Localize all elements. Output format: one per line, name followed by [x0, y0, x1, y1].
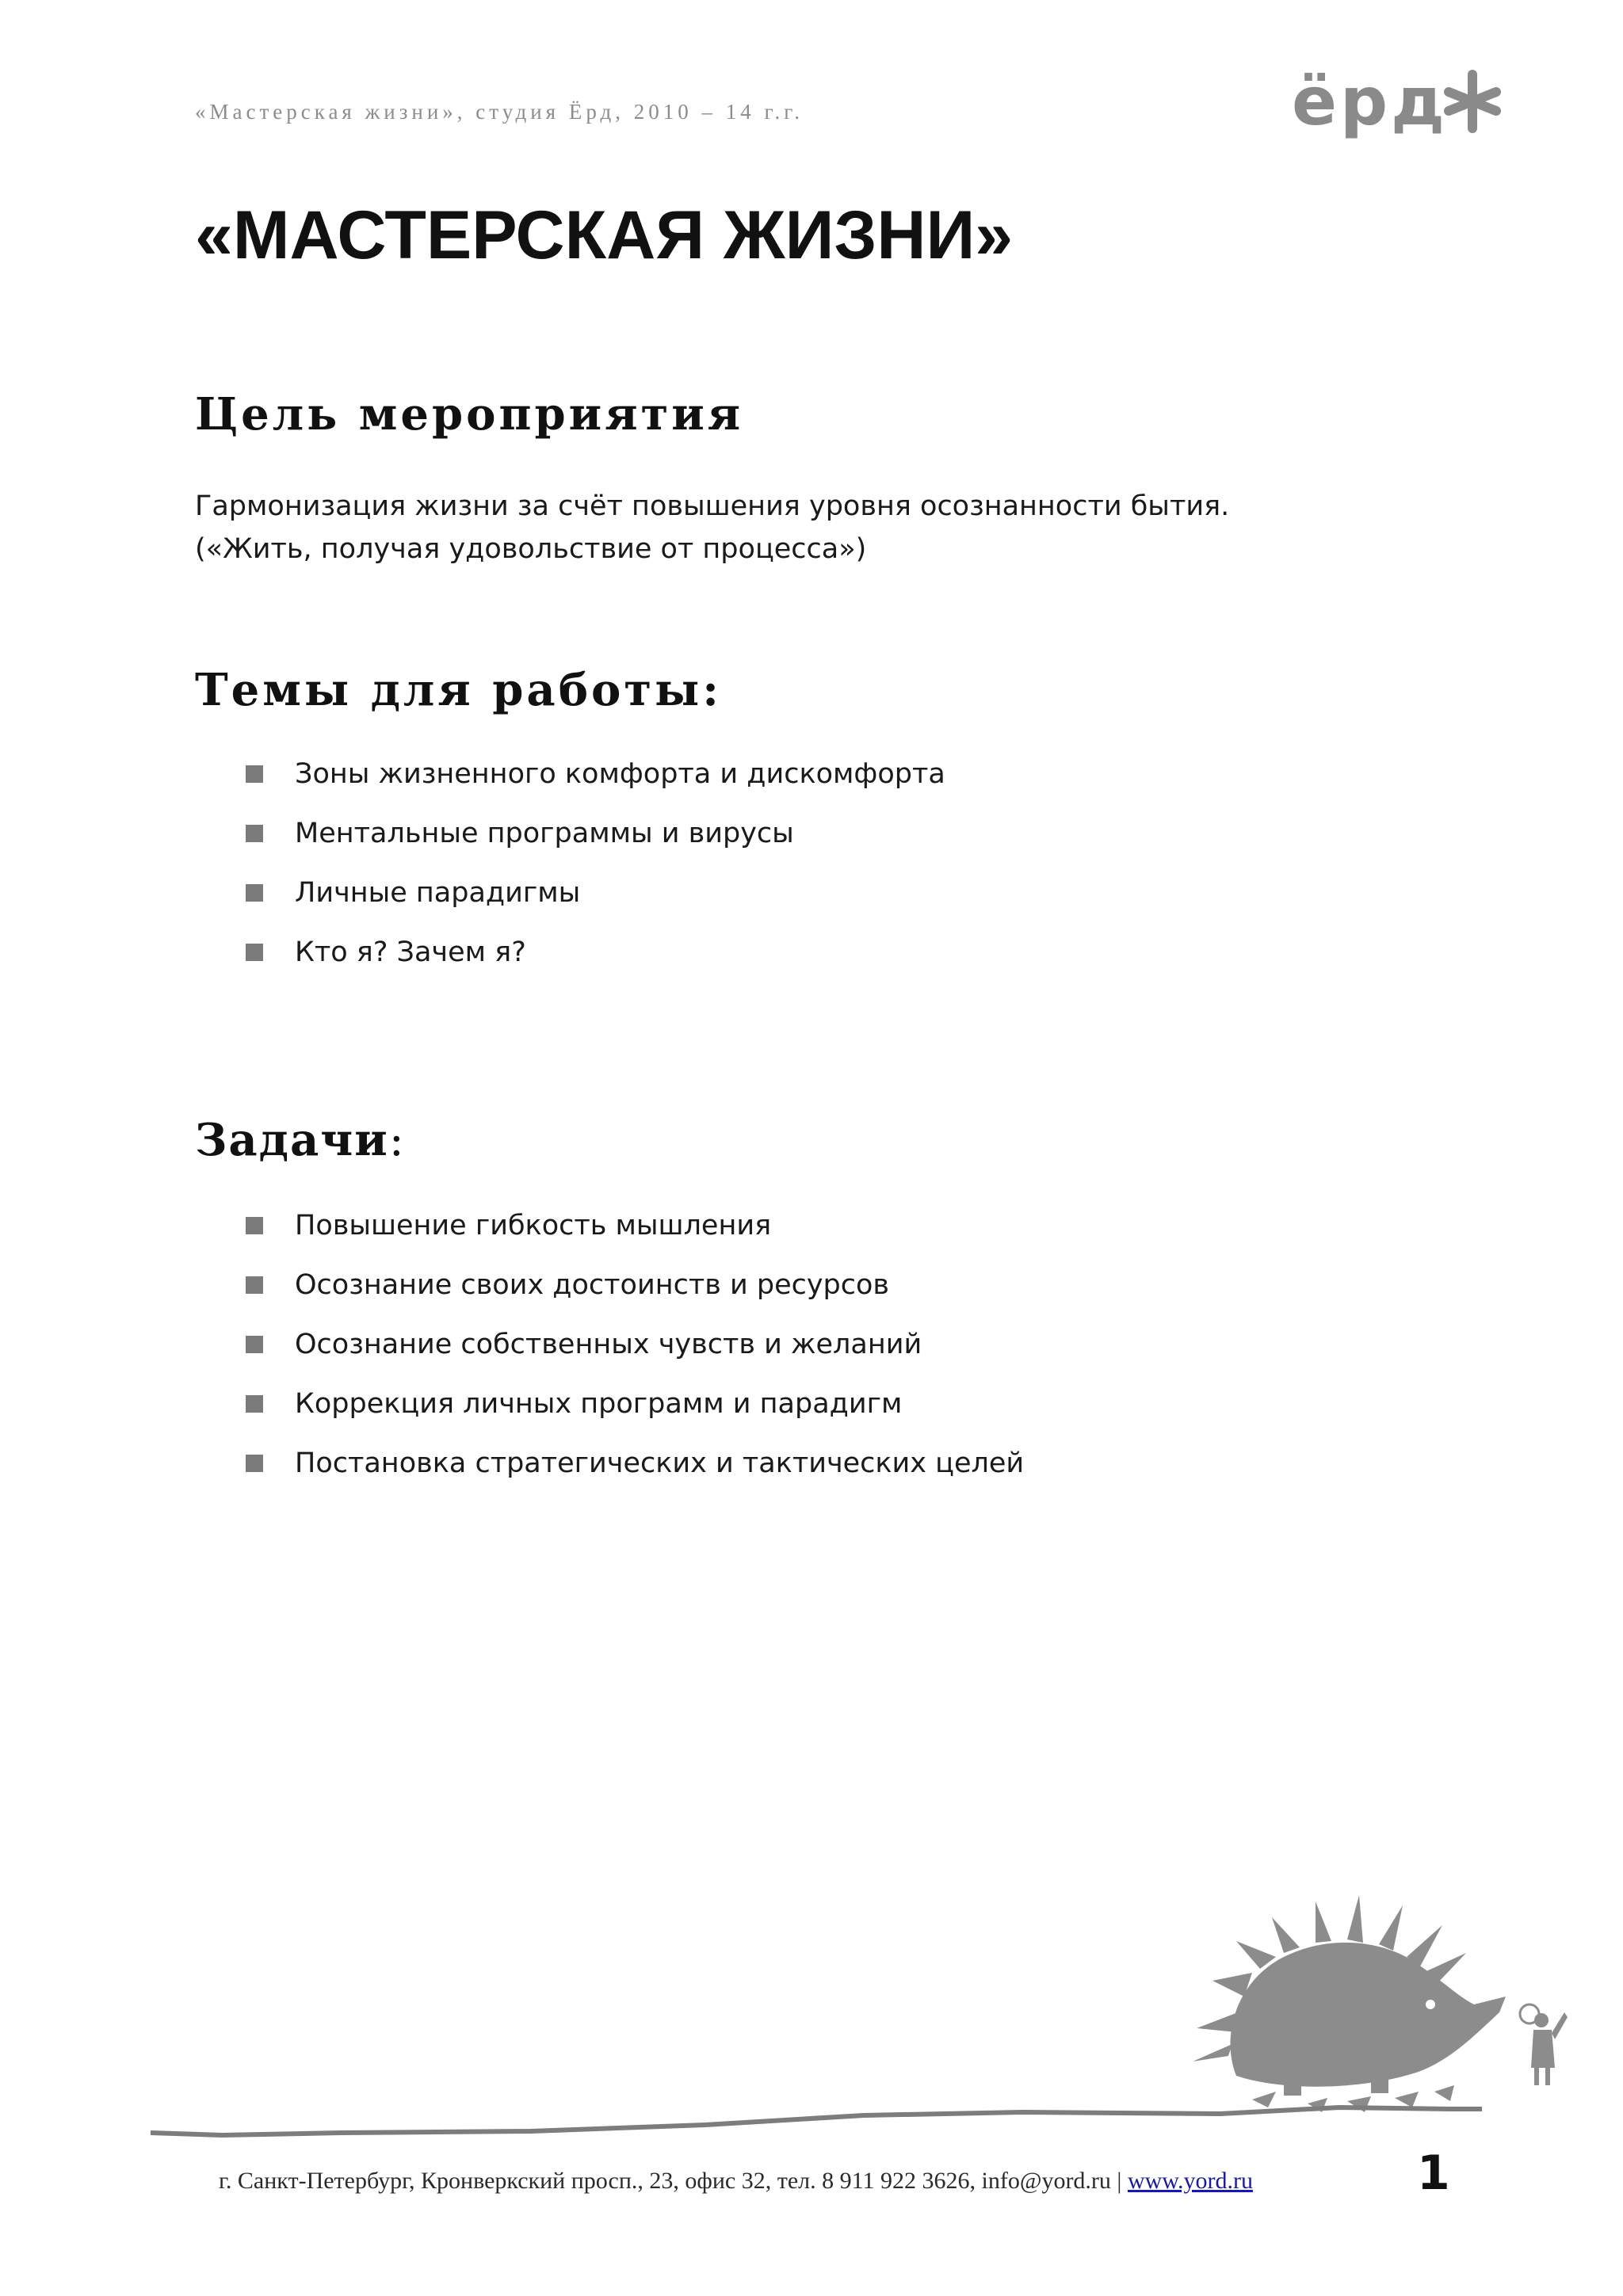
topic-text: Личные парадигмы	[295, 877, 581, 909]
topic-text: Зоны жизненного комфорта и дискомфорта	[295, 758, 945, 790]
square-bullet-icon	[246, 1336, 263, 1353]
task-text: Коррекция личных программ и парадигм	[295, 1388, 903, 1420]
asterisk-logo-icon	[1439, 68, 1506, 135]
logo-text: ёрд	[1292, 63, 1448, 140]
square-bullet-icon	[246, 944, 263, 961]
list-item	[246, 754, 945, 814]
goal-line: («Жить, получая удовольствие от процесса»)	[195, 533, 867, 565]
list-item	[246, 1444, 1024, 1503]
footer-address: г. Санкт-Петербург, Кронверкский просп., 23, офис 32, тел. 8 911 922 3626, info@yord.ru |	[219, 2168, 1128, 2194]
task-text: Осознание своих достоинств и ресурсов	[295, 1269, 890, 1301]
topic-text: Кто я? Зачем я?	[295, 936, 526, 968]
tasks-heading	[195, 1114, 406, 1166]
topic-text: Ментальные программы и вирусы	[295, 818, 794, 849]
list-item	[246, 1384, 1024, 1444]
list-item	[246, 1325, 1024, 1384]
goal-line: Гармонизация жизни за счёт повышения уровня осознанности бытия.	[195, 490, 1230, 522]
goal-heading: Цель мероприятия	[195, 388, 744, 441]
list-item	[246, 1206, 1024, 1265]
square-bullet-icon	[246, 1217, 263, 1234]
footer-contacts	[219, 2168, 1253, 2195]
task-text: Повышение гибкость мышления	[295, 1210, 772, 1241]
task-text: Постановка стратегических и тактических целей	[295, 1447, 1025, 1479]
square-bullet-icon	[246, 765, 263, 783]
tasks-list	[246, 1206, 1024, 1503]
running-header: «Мастерская жизни», студия Ёрд, 2010 – 14 г.г.	[195, 100, 804, 124]
list-item	[246, 933, 945, 992]
square-bullet-icon	[246, 1395, 263, 1413]
square-bullet-icon	[246, 1455, 263, 1472]
list-item	[246, 814, 945, 873]
goal-text	[195, 485, 1229, 570]
list-item	[246, 873, 945, 933]
page-title: «МАСТЕРСКАЯ ЖИЗНИ»	[195, 197, 1014, 273]
tasks-heading-colon: :	[388, 1115, 406, 1166]
square-bullet-icon	[246, 825, 263, 842]
task-text: Осознание собственных чувств и желаний	[295, 1329, 922, 1360]
studio-logo	[1292, 62, 1506, 141]
topics-heading: Темы для работы:	[195, 664, 722, 716]
hedgehog-illustration	[1189, 1878, 1569, 2115]
square-bullet-icon	[246, 884, 263, 902]
website-link[interactable]: www.yord.ru	[1127, 2168, 1253, 2194]
page-number: 1	[1417, 2145, 1450, 2201]
list-item	[246, 1265, 1024, 1325]
tasks-heading-text: Задачи	[195, 1114, 389, 1166]
ground-line	[151, 2092, 1482, 2163]
square-bullet-icon	[246, 1276, 263, 1294]
topics-list	[246, 754, 945, 992]
